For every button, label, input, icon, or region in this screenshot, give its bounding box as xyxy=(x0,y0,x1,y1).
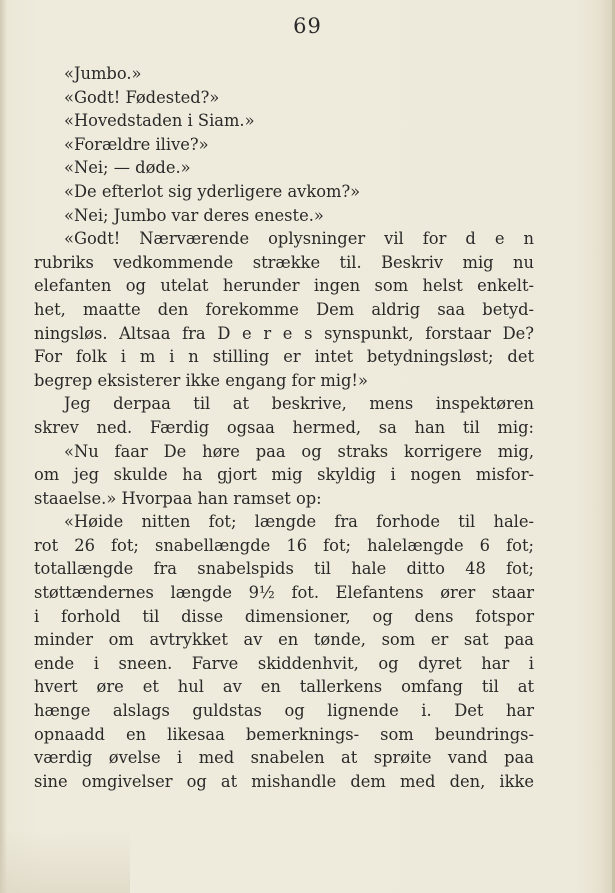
text-line: «Forældre ilive?» xyxy=(64,134,209,154)
text-line: «Nei; — døde.» xyxy=(64,158,191,178)
page-number: 69 xyxy=(293,14,322,38)
text-line: rubriks vedkommende strække til. Beskriv mig nu xyxy=(34,252,534,272)
text-line: hvert øre et hul av en tallerkens omfang til at xyxy=(34,677,534,697)
text-line: om jeg skulde ha gjort mig skyldig i nogen misfor- xyxy=(34,465,534,485)
text-line: totallængde fra snabelspids til hale ditto 48 fot; xyxy=(34,559,534,579)
text-line: elefanten og utelat herunder ingen som helst enkelt- xyxy=(34,276,534,296)
text-line: i forhold til disse dimensioner, og dens fotspor xyxy=(34,606,534,626)
paper-stain xyxy=(0,830,130,893)
text-line: staaelse.» Hvorpaa han ramset op: xyxy=(34,488,322,508)
text-line: minder om avtrykket av en tønde, som er sat paa xyxy=(34,630,534,650)
text-line: hænge alslags guldstas og lignende i. Det har xyxy=(34,701,534,721)
text-line: «Hovedstaden i Siam.» xyxy=(64,111,255,131)
text-line: «De efterlot sig yderligere avkom?» xyxy=(64,181,361,201)
text-line: opnaadd en likesaa bemerknings- som beundrings- xyxy=(34,724,534,744)
text-line: «Nu faar De høre paa og straks korrigere mig, xyxy=(64,441,534,461)
text-line: rot 26 fot; snabellængde 16 fot; halelængde 6 fot; xyxy=(34,535,534,555)
text-line: værdig øvelse i med snabelen at sprøite vand paa xyxy=(34,748,534,768)
text-line: skrev ned. Færdig ogsaa hermed, sa han til mig: xyxy=(34,417,534,437)
text-line: sine omgivelser og at mishandle dem med den, ikke xyxy=(34,771,534,791)
text-line: «Godt! Fødested?» xyxy=(64,87,220,107)
body-text xyxy=(34,62,534,793)
text-line: ningsløs. Altsaa fra D e r e s synspunkt, forstaar De? xyxy=(34,323,534,343)
text-line: «Godt! Nærværende oplysninger vil for d e n xyxy=(64,229,534,249)
text-line: For folk i m i n stilling er intet betydningsløst; det xyxy=(34,347,534,367)
text-line: «Jumbo.» xyxy=(64,64,142,83)
text-line: begrep eksisterer ikke engang for mig!» xyxy=(34,370,368,390)
text-line: «Høide nitten fot; længde fra forhode til hale- xyxy=(64,512,534,532)
page-spine-shadow xyxy=(0,0,6,893)
text-line: Jeg derpaa til at beskrive, mens inspektøren xyxy=(64,394,534,414)
text-line: het, maatte den forekomme Dem aldrig saa betyd- xyxy=(34,299,534,319)
text-line: «Nei; Jumbo var deres eneste.» xyxy=(64,205,324,225)
text-line: ende i sneen. Farve skiddenhvit, og dyret har i xyxy=(34,653,534,673)
text-line: støttændernes længde 9½ fot. Elefantens ører staar xyxy=(34,583,534,603)
